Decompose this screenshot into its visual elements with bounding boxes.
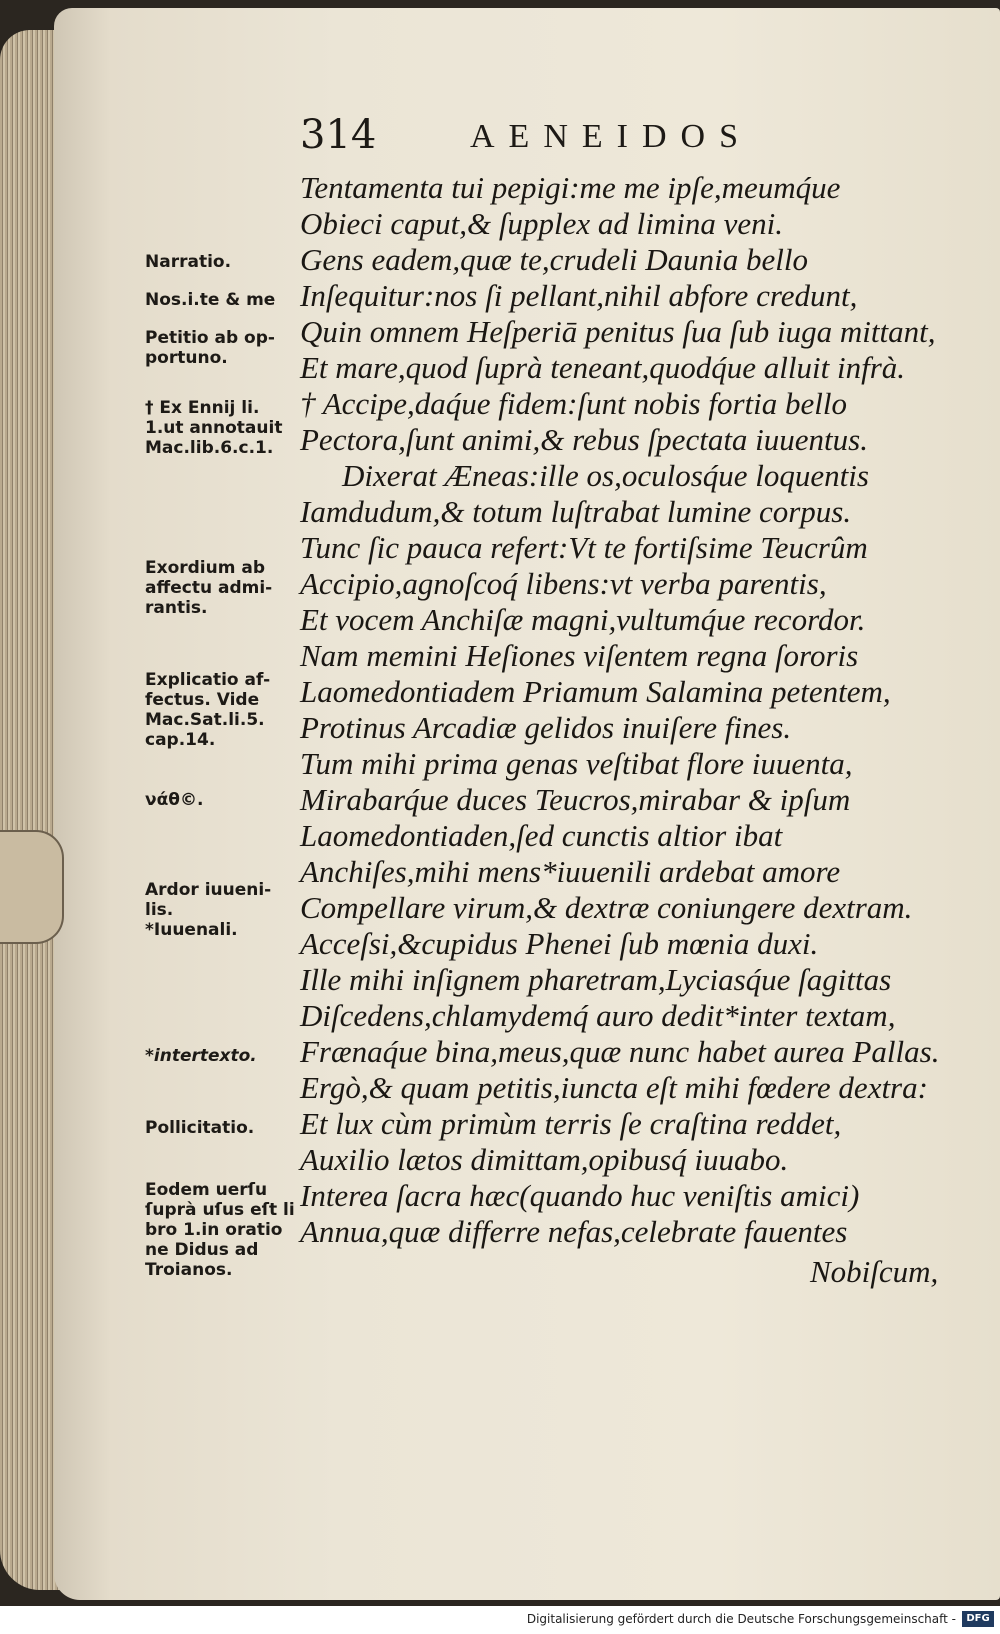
verse-line: Tunc ſic pauca refert:Vt te fortiſsime Teucrûm [300,530,868,565]
page-header [300,112,820,172]
margin-note: νάθ©. [145,790,204,810]
verse-line: Interea ſacra hæc(quando huc veniſtis amici) [300,1178,860,1213]
margin-note: *intertexto. [145,1046,257,1066]
verse-line: Dixerat Æneas:ille os,oculosq́ue loquentis [342,458,869,493]
verse-line: Et lux cùm primùm terris ſe craſtina reddet, [300,1106,842,1141]
verse-block [300,170,960,1610]
margin-note: Nos.i.te & me [145,290,276,310]
dfg-logo-icon: DFG [962,1611,994,1627]
verse-line: Iamdudum,& totum luſtrabat lumine corpus. [300,494,852,529]
verse-line: Anchiſes,mihi mens*iuuenili ardebat amore [300,854,841,889]
margin-note: Narratio. [145,252,232,272]
verse-line: Ergò,& quam petitis,iuncta eſt mihi fœdere dextra: [300,1070,928,1105]
verse-line: Annua,quæ differre nefas,celebrate fauentes [300,1214,848,1249]
verse-line: Mirabarq́ue duces Teucros,mirabar & ipſum [300,782,851,817]
page-edges [0,30,62,1590]
verse-line: Frænaq́ue bina,meus,quæ nunc habet aurea Pallas. [300,1034,940,1069]
margin-note: † Ex Ennij li. 1.ut annotauit Mac.lib.6.c.1. [145,398,283,458]
verse-line: Laomedontiaden,ſed cunctis altior ibat [300,818,783,853]
funding-notice: Digitalisierung gefördert durch die Deutsche Forschungsgemeinschaft - [526,1612,956,1626]
verse-line: Tum mihi prima genas veſtibat flore iuuenta, [300,746,853,781]
verse-line: Laomedontiadem Priamum Salamina petentem, [300,674,891,709]
book-clasp [0,830,64,944]
verse-line: Protinus Arcadiæ gelidos inuiſere fines. [300,710,792,745]
margin-note: Exordium ab affectu admi- rantis. [145,558,273,618]
verse-line: Pectora,ſunt animi,& rebus ſpectata iuuentus. [300,422,868,457]
running-title: AENEIDOS [470,118,752,155]
verse-line: Auxilio lætos dimittam,opibusq́ iuuabo. [300,1142,789,1177]
margin-note: Pollicitatio. [145,1118,255,1138]
verse-line: Compellare virum,& dextræ coniungere dextram. [300,890,913,925]
verse-line: Acceſsi,&cupidus Phenei ſub mœnia duxi. [300,926,819,961]
verse-line: Et mare,quod ſuprà teneant,quodq́ue alluit infrà. [300,350,906,385]
verse-line: Ille mihi inſignem pharetram,Lyciasq́ue ſagittas [300,962,892,997]
verse-line: Tentamenta tui pepigi:me me ipſe,meumq́ue [300,170,841,205]
footer-bar [0,1606,1000,1634]
verse-line: Diſcedens,chlamydemq́ auro dedit*inter textam, [300,998,896,1033]
verse-line: Accipio,agnoſcoq́ libens:vt verba parentis, [300,566,827,601]
margin-note: Ardor iuueni- lis. *Iuuenali. [145,880,272,940]
verse-line: Obieci caput,& ſupplex ad limina veni. [300,206,783,241]
verse-line: Nam memini Heſiones viſentem regna ſororis [300,638,859,673]
verse-line: † Accipe,daq́ue fidem:ſunt nobis fortia bello [300,386,848,421]
margin-note: Eodem uerſu ſuprà uſus eſt li bro 1.in oratio ne Didus ad Troianos. [145,1180,295,1280]
margin-note: Petitio ab op- portuno. [145,328,275,368]
page-number: 314 [300,112,377,158]
margin-note: Explicatio af- fectus. Vide Mac.Sat.li.5. cap.14. [145,670,271,750]
verse-line: Inſequitur:nos ſi pellant,nihil abfore credunt, [300,278,858,313]
verse-line: Gens eadem,quæ te,crudeli Daunia bello [300,242,808,277]
verse-line: Et vocem Anchiſæ magni,vultumq́ue recordor. [300,602,866,637]
verse-line: Quin omnem Heſperiā penitus ſua ſub iuga mittant, [300,314,936,349]
catchword: Nobiſcum, [810,1254,939,1289]
